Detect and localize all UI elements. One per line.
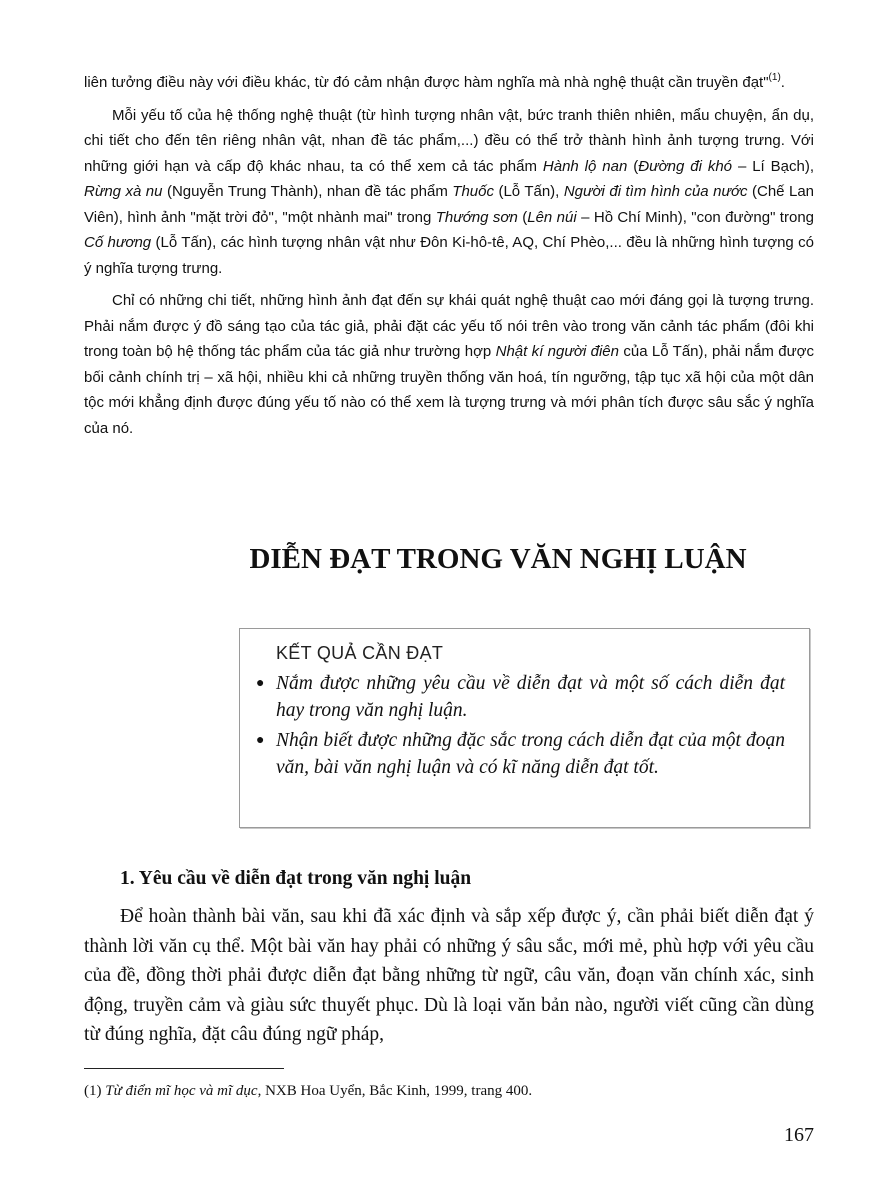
section-heading: 1. Yêu cầu về diễn đạt trong văn nghị luận [120, 868, 472, 889]
bullet-icon: ● [256, 676, 265, 691]
paragraph-symbol-conditions [84, 288, 814, 441]
text-run: (Lỗ Tấn), các hình tượng nhân vật như Đôn Ki-hô-tê, AQ, Chí Phèo,... đều là những hình tượng có ý nghĩa tượng trưng. [84, 234, 814, 277]
footnote-title: Từ điển mĩ học và mĩ dục [105, 1083, 258, 1099]
work-title: Thuốc [452, 183, 494, 200]
learning-outcomes-box [239, 628, 810, 828]
list-item [256, 670, 785, 724]
text-run: Mỗi yếu tố của hệ thống nghệ thuật (từ hình tượng nhân vật, bức tranh thiên nhiên, mẩu chuyện, ẩn dụ, chi tiết cho đến tên riêng nhân vật, nhan đề tác phẩm,...) đều có thể trở thành hình ảnh tượng trưng. Với những giới hạn và cấp độ khác nhau, ta có thể xem cả tác phẩm [84, 106, 814, 175]
bullet-icon: ● [256, 733, 265, 748]
text-run: của Lỗ Tấn), phải nắm được bối cảnh chính trị – xã hội, nhiều khi cả những truyền thống văn hoá, tín ngưỡng, tập tục xã hội của một dân tộc mới khẳng định được đúng yếu tố nào có thể xem là tượng trưng và mới phân tích được sâu sắc ý nghĩa của nó. [84, 343, 814, 437]
text-run: (Chế Lan Viên), hình ảnh "mặt trời đỏ", "một nhành mai" trong [84, 183, 815, 226]
footnote [84, 1083, 532, 1100]
work-title: Đường đi khó [638, 157, 733, 175]
text-run: ( [517, 208, 528, 226]
page-number: 167 [784, 1124, 814, 1146]
learning-outcomes-heading: KẾT QUẢ CẦN ĐẠT [276, 643, 444, 663]
work-title: Lên núi [527, 208, 577, 226]
paragraph-end: . [780, 74, 785, 91]
work-title: Nhật kí người điên [495, 343, 619, 360]
paragraph-symbol-elements [84, 103, 814, 282]
chapter-title-text: DIỄN ĐẠT TRONG VĂN NGHỊ LUẬN [249, 543, 747, 575]
work-title: Hành lộ nan [542, 157, 628, 175]
paragraph-continuation [84, 70, 814, 96]
text-run: – Lí Bạch), [732, 157, 814, 175]
paragraph-text: liên tưởng điều này với điều khác, từ đó cảm nhận được hàm nghĩa mà nhà nghệ thuật cần truyền đạt" [84, 74, 769, 91]
footnote-divider [84, 1068, 284, 1069]
work-title: Rừng xà nu [84, 183, 163, 200]
list-item-text: Nhận biết được những đặc sắc trong cách diễn đạt của một đoạn văn, bài văn nghị luận và có kĩ năng diễn đạt tốt. [276, 730, 785, 778]
chapter-title [84, 543, 814, 576]
body-text-top [84, 70, 814, 448]
learning-outcomes-list [256, 670, 785, 781]
text-run: (Lỗ Tấn), [493, 183, 564, 200]
work-title: Người đi tìm hình của nước [563, 183, 748, 200]
text-run: (Nguyễn Trung Thành), nhan đề tác phẩm [162, 183, 453, 200]
list-item-text: Nắm được những yêu cầu về diễn đạt và một số cách diễn đạt hay trong văn nghị luận. [276, 673, 785, 721]
footnote-source: , NXB Hoa Uyển, Bắc Kinh, 1999, trang 400. [257, 1083, 533, 1099]
footnote-ref[interactable]: (1) [768, 72, 781, 83]
work-title: Cố hương [84, 234, 152, 251]
list-item [256, 727, 785, 781]
text-run: – Hồ Chí Minh), "con đường" trong [576, 208, 815, 226]
text-run: ( [627, 157, 639, 175]
section-paragraph: Để hoàn thành bài văn, sau khi đã xác định và sắp xếp được ý, cần phải biết diễn đạt ý thành lời văn cụ thể. Một bài văn hay phải có những ý sâu sắc, mới mẻ, phù hợp với yêu cầu của đề, đồng thời phải được diễn đạt bằng những từ ngữ, câu văn, đoạn văn chính xác, sinh động, truyền cảm và giàu sức thuyết phục. Dù là loại văn bản nào, người viết cũng cần dùng từ đúng nghĩa, đặt câu đúng ngữ pháp, [84, 906, 814, 1045]
work-title: Thướng sơn [435, 208, 518, 226]
text-run: Chỉ có những chi tiết, những hình ảnh đạt đến sự khái quát nghệ thuật cao mới đáng gọi là tượng trưng. Phải nắm được ý đồ sáng tạo của tác giả, phải đặt các yếu tố nói trên vào trong văn cảnh tác phẩm (đôi khi trong toàn bộ hệ thống tác phẩm của tác giả như trường hợp [84, 292, 814, 360]
footnote-number: (1) [84, 1083, 106, 1099]
